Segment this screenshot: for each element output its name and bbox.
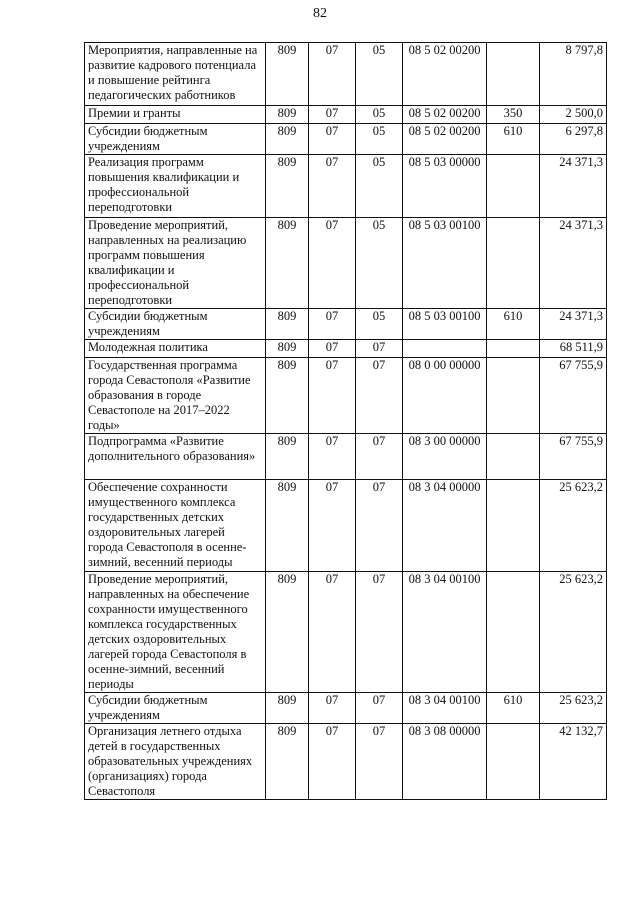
cell-target-article: 08 5 03 00100 xyxy=(403,218,487,309)
cell-department-code: 809 xyxy=(266,309,309,340)
cell-department-code: 809 xyxy=(266,480,309,572)
cell-section-code: 07 xyxy=(309,480,356,572)
cell-amount: 25 623,2 xyxy=(540,480,607,572)
cell-expense-type xyxy=(487,724,540,800)
cell-section-code: 07 xyxy=(309,106,356,124)
cell-department-code: 809 xyxy=(266,340,309,358)
cell-name: Обеспечение сохранности имущественного комплекса государственных детских оздоровительных лагерей города Севастополя в осенне-зимний, весенний периоды xyxy=(85,480,266,572)
cell-expense-type: 350 xyxy=(487,106,540,124)
cell-subsection-code: 07 xyxy=(356,340,403,358)
table-row xyxy=(85,340,607,358)
cell-name: Субсидии бюджетным учреждениям xyxy=(85,309,266,340)
cell-target-article: 08 3 04 00000 xyxy=(403,480,487,572)
cell-section-code: 07 xyxy=(309,124,356,155)
cell-expense-type xyxy=(487,218,540,309)
cell-expense-type xyxy=(487,480,540,572)
table-row xyxy=(85,218,607,309)
cell-amount: 8 797,8 xyxy=(540,43,607,106)
table-row xyxy=(85,724,607,800)
cell-subsection-code: 05 xyxy=(356,43,403,106)
cell-department-code: 809 xyxy=(266,693,309,724)
cell-department-code: 809 xyxy=(266,155,309,218)
cell-department-code: 809 xyxy=(266,106,309,124)
table-row xyxy=(85,480,607,572)
cell-section-code: 07 xyxy=(309,693,356,724)
cell-target-article: 08 5 02 00200 xyxy=(403,106,487,124)
cell-target-article xyxy=(403,340,487,358)
cell-subsection-code: 07 xyxy=(356,724,403,800)
cell-section-code: 07 xyxy=(309,340,356,358)
cell-name: Организация летнего отдыха детей в государственных образовательных учреждениях (организациях) города Севастополя xyxy=(85,724,266,800)
cell-target-article: 08 5 03 00000 xyxy=(403,155,487,218)
table-row xyxy=(85,434,607,480)
cell-name: Проведение мероприятий, направленных на обеспечение сохранности имущественного комплекса государственных детских оздоровительных лагерей города Севастополя в осенне-зимний, весенний периоды xyxy=(85,572,266,693)
cell-department-code: 809 xyxy=(266,434,309,480)
cell-subsection-code: 07 xyxy=(356,434,403,480)
cell-name: Подпрограмма «Развитие дополнительного образования» xyxy=(85,434,266,480)
cell-amount: 24 371,3 xyxy=(540,155,607,218)
cell-amount: 67 755,9 xyxy=(540,358,607,434)
table-row xyxy=(85,124,607,155)
table-row xyxy=(85,693,607,724)
cell-expense-type xyxy=(487,43,540,106)
cell-amount: 24 371,3 xyxy=(540,218,607,309)
cell-subsection-code: 07 xyxy=(356,358,403,434)
cell-target-article: 08 5 02 00200 xyxy=(403,124,487,155)
cell-expense-type xyxy=(487,358,540,434)
cell-department-code: 809 xyxy=(266,358,309,434)
cell-section-code: 07 xyxy=(309,724,356,800)
cell-target-article: 08 5 03 00100 xyxy=(403,309,487,340)
cell-amount: 25 623,2 xyxy=(540,693,607,724)
cell-amount: 42 132,7 xyxy=(540,724,607,800)
cell-name: Проведение мероприятий, направленных на реализацию программ повышения квалификации и профессиональной переподготовки xyxy=(85,218,266,309)
cell-target-article: 08 0 00 00000 xyxy=(403,358,487,434)
cell-amount: 68 511,9 xyxy=(540,340,607,358)
cell-subsection-code: 05 xyxy=(356,309,403,340)
cell-name: Молодежная политика xyxy=(85,340,266,358)
cell-section-code: 07 xyxy=(309,434,356,480)
cell-subsection-code: 05 xyxy=(356,124,403,155)
table-row xyxy=(85,572,607,693)
cell-amount: 2 500,0 xyxy=(540,106,607,124)
table-row xyxy=(85,358,607,434)
cell-target-article: 08 3 04 00100 xyxy=(403,693,487,724)
cell-section-code: 07 xyxy=(309,218,356,309)
cell-subsection-code: 07 xyxy=(356,480,403,572)
cell-expense-type xyxy=(487,572,540,693)
cell-name: Государственная программа города Севастополя «Развитие образования в городе Севастополе на 2017–2022 годы» xyxy=(85,358,266,434)
cell-subsection-code: 05 xyxy=(356,218,403,309)
cell-subsection-code: 07 xyxy=(356,693,403,724)
cell-name: Субсидии бюджетным учреждениям xyxy=(85,693,266,724)
cell-amount: 25 623,2 xyxy=(540,572,607,693)
cell-section-code: 07 xyxy=(309,43,356,106)
cell-section-code: 07 xyxy=(309,309,356,340)
cell-name: Премии и гранты xyxy=(85,106,266,124)
cell-subsection-code: 05 xyxy=(356,155,403,218)
table-row xyxy=(85,155,607,218)
cell-expense-type: 610 xyxy=(487,693,540,724)
cell-department-code: 809 xyxy=(266,124,309,155)
page-number: 82 xyxy=(313,6,327,21)
cell-name: Реализация программ повышения квалификации и профессиональной переподготовки xyxy=(85,155,266,218)
cell-expense-type xyxy=(487,434,540,480)
cell-target-article: 08 5 02 00200 xyxy=(403,43,487,106)
cell-expense-type xyxy=(487,155,540,218)
cell-target-article: 08 3 04 00100 xyxy=(403,572,487,693)
cell-section-code: 07 xyxy=(309,572,356,693)
cell-target-article: 08 3 00 00000 xyxy=(403,434,487,480)
cell-department-code: 809 xyxy=(266,724,309,800)
table-row xyxy=(85,106,607,124)
budget-table xyxy=(84,42,607,800)
cell-amount: 24 371,3 xyxy=(540,309,607,340)
cell-name: Мероприятия, направленные на развитие кадрового потенциала и повышение рейтинга педагогических работников xyxy=(85,43,266,106)
table-row xyxy=(85,43,607,106)
table-row xyxy=(85,309,607,340)
cell-department-code: 809 xyxy=(266,43,309,106)
cell-target-article: 08 3 08 00000 xyxy=(403,724,487,800)
cell-department-code: 809 xyxy=(266,218,309,309)
cell-name: Субсидии бюджетным учреждениям xyxy=(85,124,266,155)
cell-expense-type: 610 xyxy=(487,309,540,340)
cell-amount: 67 755,9 xyxy=(540,434,607,480)
cell-section-code: 07 xyxy=(309,155,356,218)
cell-subsection-code: 07 xyxy=(356,572,403,693)
cell-amount: 6 297,8 xyxy=(540,124,607,155)
cell-expense-type: 610 xyxy=(487,124,540,155)
cell-subsection-code: 05 xyxy=(356,106,403,124)
cell-section-code: 07 xyxy=(309,358,356,434)
cell-department-code: 809 xyxy=(266,572,309,693)
cell-expense-type xyxy=(487,340,540,358)
